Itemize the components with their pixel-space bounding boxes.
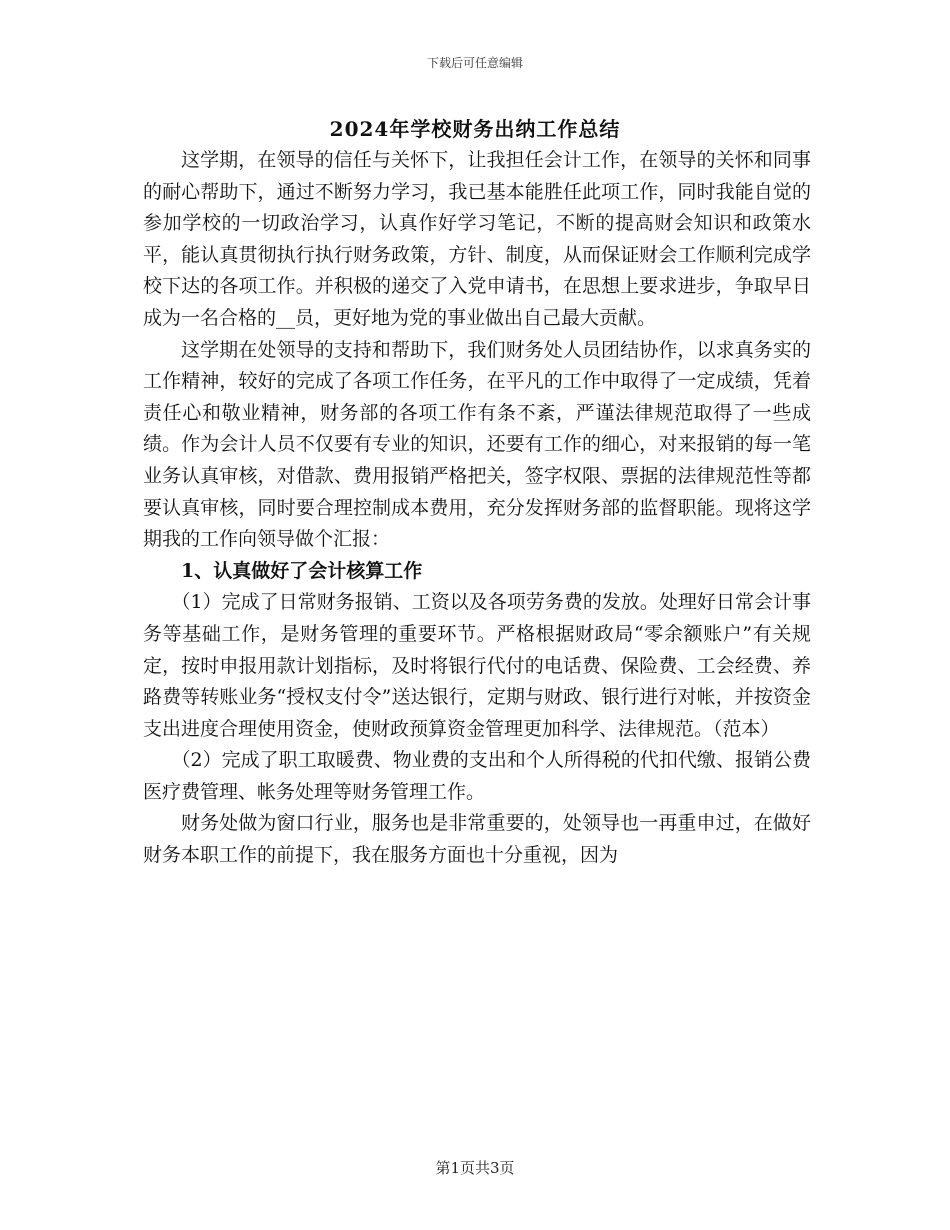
document-title: 2024年学校财务出纳工作总结	[329, 117, 621, 141]
list-item: （2）完成了职工取暖费、物业费的支出和个人所得税的代扣代缴、报销公费医疗费管理、帐务处理等财务管理工作。	[143, 749, 811, 803]
page-indicator: 第1页共3页	[435, 1159, 515, 1177]
paragraph: 这学期在处领导的支持和帮助下，我们财务处人员团结协作，以求真务实的工作精神，较好的完成了各项工作任务，在平凡的工作中取得了一定成绩，凭着责任心和敬业精神，财务部的各项工作有条不紊，严谨法律规范取得了一些成绩。作为会计人员不仅要有专业的知识，还要有工作的细心，对来报销的每一笔业务认真审核，对借款、费用报销严格把关，签字权限、票据的法律规范性等都要认真审核，同时要合理控制成本费用，充分发挥财务部的监督职能。现将这学期我的工作向领导做个汇报：	[143, 338, 811, 551]
list-item: （1）完成了日常财务报销、工资以及各项劳务费的发放。处理好日常会计事务等基础工作，是财务管理的重要环节。严格根据财政局“零余额账户”有关规定，按时申报用款计划指标，及时将银行代付的电话费、保险费、工会经费、养路费等转账业务“授权支付令”送达银行，定期与财政、银行进行对帐，并按资金支出进度合理使用资金，使财政预算资金管理更加科学、法律规范。（范本）	[143, 591, 811, 740]
document-body	[143, 145, 811, 872]
section-heading: 1、认真做好了会计核算工作	[181, 559, 423, 582]
header-note: 下载后可任意编辑	[426, 56, 523, 70]
paragraph: 财务处做为窗口行业，服务也是非常重要的，处领导也一再重申过，在做好财务本职工作的前提下，我在服务方面也十分重视，因为	[143, 812, 811, 867]
paragraph: 这学期，在领导的信任与关怀下，让我担任会计工作，在领导的关怀和同事的耐心帮助下，通过不断努力学习，我已基本能胜任此项工作，同时我能自觉的参加学校的一切政治学习，认真作好学习笔记，不断的提高财会知识和政策水平，能认真贯彻执行执行财务政策，方针、制度，从而保证财会工作顺利完成学校下达的各项工作。并积极的递交了入党申请书，在思想上要求进步，争取早日成为一名合格的__员，更好地为党的事业做出自己最大贡献。	[143, 149, 811, 329]
